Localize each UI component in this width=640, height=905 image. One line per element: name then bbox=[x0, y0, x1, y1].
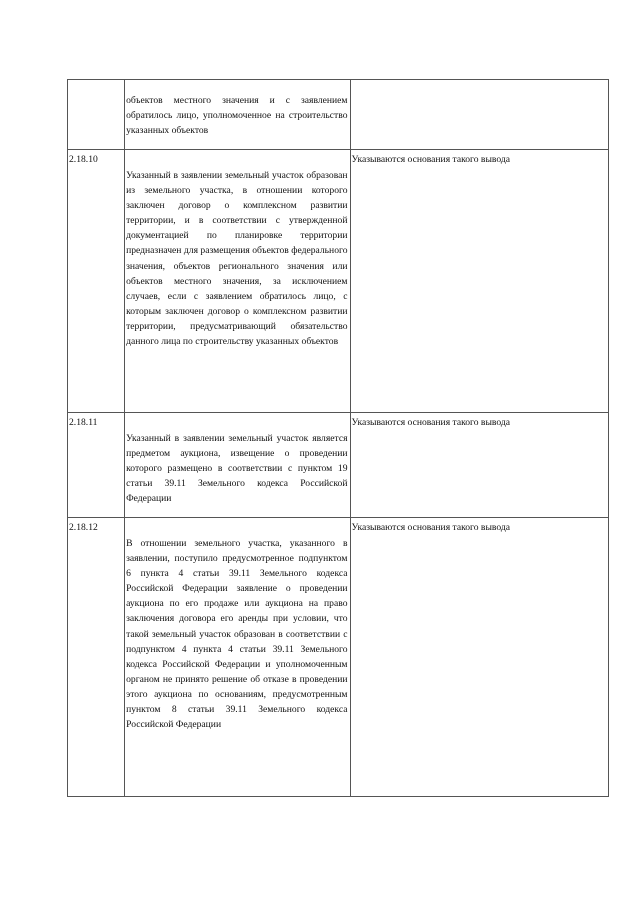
row-number-cell: 2.18.12 bbox=[68, 518, 125, 797]
condition-cell bbox=[125, 80, 350, 150]
table-row bbox=[68, 80, 609, 150]
table-row bbox=[68, 518, 609, 797]
condition-cell bbox=[125, 413, 350, 518]
table-row bbox=[68, 413, 609, 518]
reason-cell: Указываются основания такого вывода bbox=[350, 150, 609, 413]
reason-cell: Указываются основания такого вывода bbox=[350, 518, 609, 797]
condition-text: В отношении земельного участка, указанного в заявлении, поступило предусмотренное подпунктом 6 пункта 4 статьи 39.11 Земельного кодекса Российской Федерации заявление о проведении аукциона по его продаже или аукциона на право заключения договора его аренды при условии, что такой земельный участок образован в соответствии с подпунктом 4 пункта 4 статьи 39.11 Земельного кодекса Российской Федерации и уполномоченным органом не принято решение об отказе в проведении этого аукциона по основаниям, предусмотренным пунктом 8 статьи 39.11 Земельного кодекса Российской Федерации bbox=[126, 538, 348, 731]
condition-cell bbox=[125, 150, 350, 413]
condition-text: объектов местного значения и с заявлением обратилось лицо, уполномоченное на строительство указанных объектов bbox=[126, 95, 348, 137]
reason-cell: Указываются основания такого вывода bbox=[350, 413, 609, 518]
table-row bbox=[68, 150, 609, 413]
row-number-cell: 2.18.11 bbox=[68, 413, 125, 518]
condition-text: Указанный в заявлении земельный участок является предметом аукциона, извещение о проведении которого размещено в соответствии с пунктом 19 статьи 39.11 Земельного кодекса Российской Федерации bbox=[126, 433, 348, 505]
row-number-cell bbox=[68, 80, 125, 150]
refusal-grounds-table bbox=[67, 79, 609, 797]
reason-cell bbox=[350, 80, 609, 150]
condition-cell bbox=[125, 518, 350, 797]
condition-text: Указанный в заявлении земельный участок образован из земельного участка, в отношении которого заключен договор о комплексном развитии территории, и в соответствии с утвержденной документацией по планировке территории предназначен для размещения объектов федерального значения, объектов регионального значения или объектов местного значения, за исключением случаев, если с заявлением обратилось лицо, с которым заключен договор о комплексном развитии территории, предусматривающий обязательство данного лица по строительству указанных объектов bbox=[126, 170, 348, 348]
row-number-cell: 2.18.10 bbox=[68, 150, 125, 413]
